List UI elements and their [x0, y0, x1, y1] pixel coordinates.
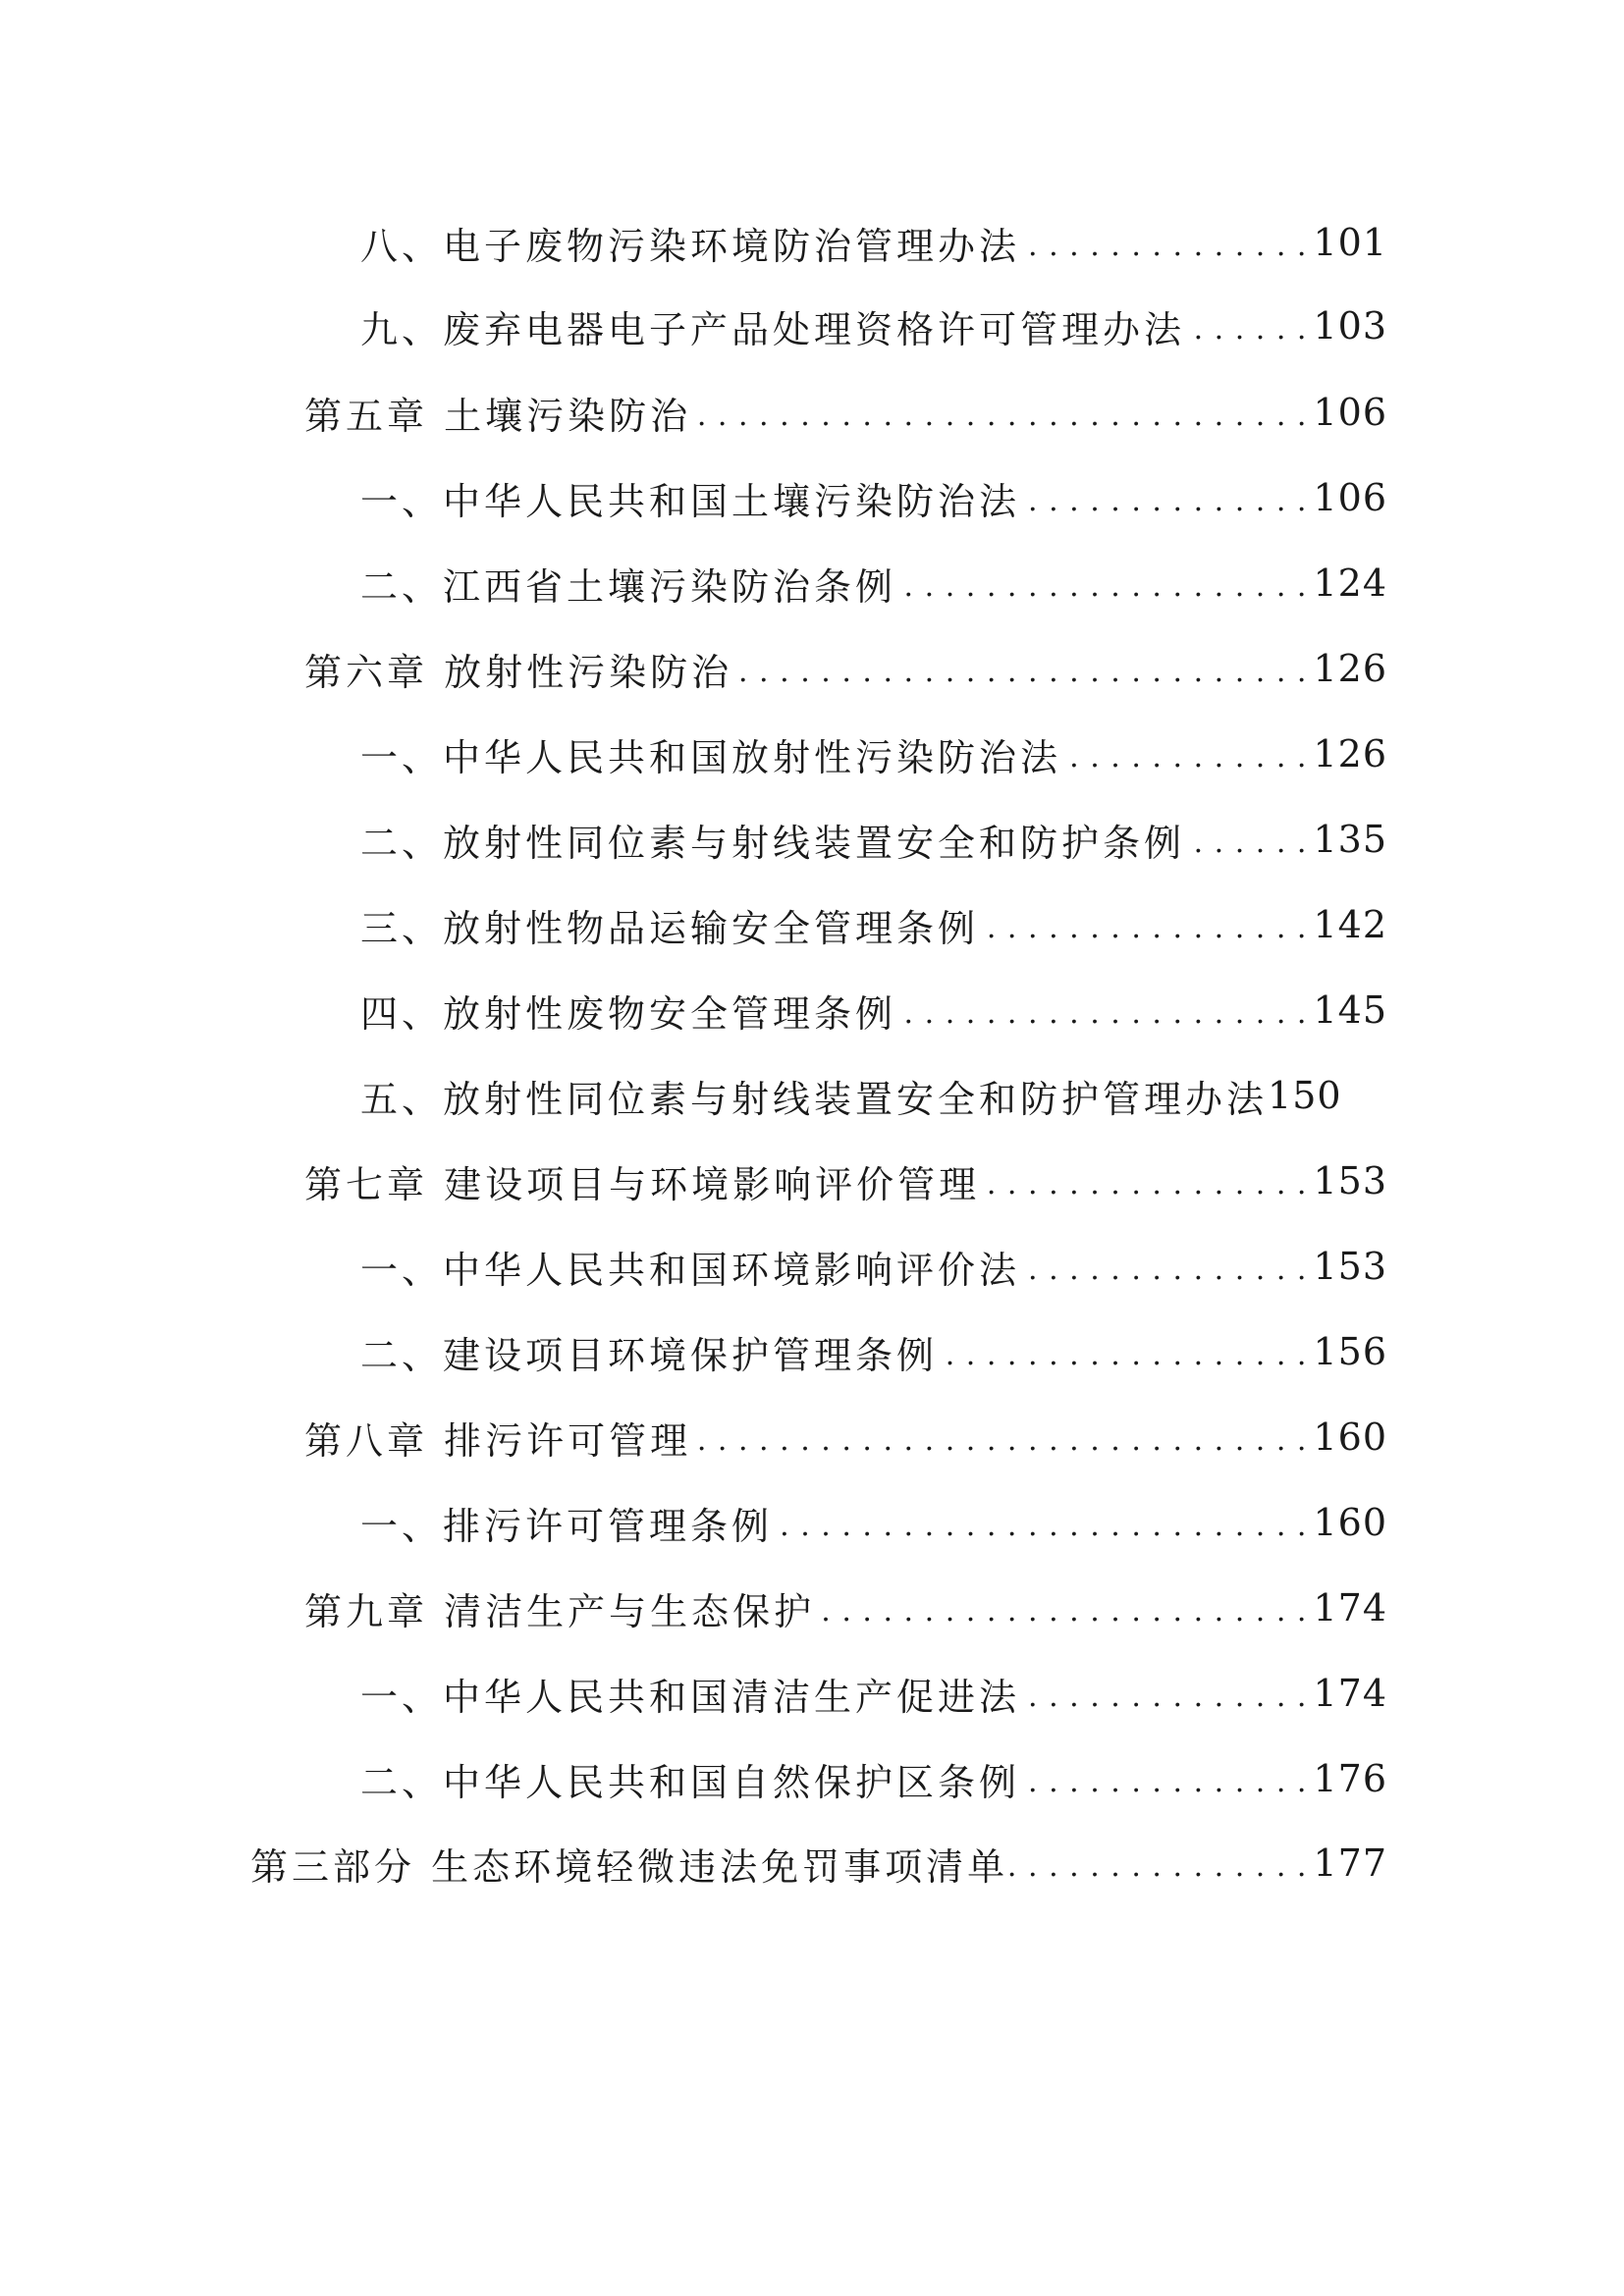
toc-dot-leader — [1020, 1248, 1313, 1285]
toc-dot-leader — [980, 1162, 1313, 1200]
toc-dot-leader — [691, 1418, 1313, 1456]
toc-page-number: 106 — [1313, 476, 1387, 519]
toc-dot-leader — [896, 564, 1313, 602]
toc-page-number: 156 — [1313, 1330, 1387, 1373]
toc-dot-leader — [732, 650, 1313, 687]
toc-part-title: 第三部分 生态环境轻微违法免罚事项清单 — [250, 1844, 1009, 1889]
toc-entry-title: 一、中华人民共和国清洁生产促进法 — [360, 1675, 1021, 1719]
toc-page-number: 103 — [1313, 304, 1387, 347]
toc-page-number: 153 — [1313, 1159, 1387, 1202]
toc-dot-leader — [1061, 735, 1313, 773]
toc-dot-leader — [938, 1333, 1313, 1370]
toc-chapter-entry[interactable] — [304, 383, 1387, 442]
toc-entry-title: 九、废弃电器电子产品处理资格许可管理办法 — [360, 307, 1186, 351]
toc-entry[interactable] — [360, 213, 1387, 272]
toc-chapter-entry[interactable] — [304, 1151, 1387, 1210]
toc-page-number: 135 — [1313, 818, 1387, 861]
toc-dot-leader — [815, 1589, 1313, 1627]
toc-chapter-title: 第八章 排污许可管理 — [304, 1418, 692, 1463]
toc-dot-leader — [1020, 224, 1313, 261]
toc-dot-leader — [773, 1504, 1313, 1541]
toc-part-entry[interactable] — [250, 1834, 1387, 1893]
toc-page-number: 177 — [1313, 1842, 1387, 1885]
toc-page-number: 153 — [1313, 1245, 1387, 1288]
toc-entry[interactable] — [360, 468, 1387, 527]
toc-entry-title: 八、电子废物污染环境防治管理办法 — [360, 224, 1021, 268]
toc-dot-leader — [1020, 1675, 1313, 1712]
toc-page-number: 145 — [1313, 988, 1387, 1032]
toc-entry-title: 二、中华人民共和国自然保护区条例 — [360, 1760, 1021, 1804]
toc-chapter-entry[interactable] — [304, 1578, 1387, 1637]
toc-entry-title: 二、江西省土壤污染防治条例 — [360, 564, 897, 609]
toc-entry[interactable] — [360, 810, 1387, 869]
toc-page-number: 160 — [1313, 1501, 1387, 1544]
toc-chapter-entry[interactable] — [304, 639, 1387, 698]
toc-entry[interactable] — [360, 895, 1387, 954]
toc-chapter-title: 第九章 清洁生产与生态保护 — [304, 1589, 816, 1633]
toc-entry[interactable] — [360, 1664, 1387, 1723]
toc-dot-leader — [1020, 1760, 1313, 1797]
toc-entry-title: 二、放射性同位素与射线装置安全和防护条例 — [360, 821, 1186, 865]
toc-dot-leader — [691, 394, 1313, 431]
toc-entry-title: 四、放射性废物安全管理条例 — [360, 991, 897, 1036]
toc-entry-title: 一、中华人民共和国环境影响评价法 — [360, 1248, 1021, 1292]
toc-chapter-title: 第七章 建设项目与环境影响评价管理 — [304, 1162, 981, 1206]
toc-page-number: 150 — [1268, 1074, 1342, 1117]
toc-entry[interactable] — [360, 1322, 1387, 1381]
toc-entry-title: 二、建设项目环境保护管理条例 — [360, 1333, 939, 1377]
toc-dot-leader — [1008, 1844, 1313, 1882]
toc-entry[interactable] — [360, 554, 1387, 613]
toc-entry-title: 三、放射性物品运输安全管理条例 — [360, 906, 980, 950]
toc-page-number: 101 — [1313, 221, 1387, 264]
toc-dot-leader — [979, 906, 1313, 943]
toc-entry[interactable] — [360, 1237, 1387, 1296]
toc-page-number: 126 — [1313, 732, 1387, 775]
toc-chapter-title: 第五章 土壤污染防治 — [304, 394, 692, 438]
toc-dot-leader — [896, 991, 1313, 1029]
toc-page-number: 124 — [1313, 561, 1387, 605]
toc-entry[interactable] — [360, 1493, 1387, 1552]
toc-page-number: 142 — [1313, 903, 1387, 946]
toc-page-number: 126 — [1313, 647, 1387, 690]
toc-chapter-title: 第六章 放射性污染防治 — [304, 650, 733, 694]
toc-dot-leader — [1185, 821, 1313, 858]
toc-page-number: 176 — [1313, 1757, 1387, 1800]
toc-chapter-entry[interactable] — [304, 1408, 1387, 1467]
toc-page-number: 174 — [1313, 1672, 1387, 1715]
toc-entry[interactable] — [360, 1749, 1387, 1808]
toc-entry[interactable] — [360, 724, 1387, 783]
toc-page-number: 174 — [1313, 1586, 1387, 1629]
toc-entry-title: 一、中华人民共和国土壤污染防治法 — [360, 479, 1021, 523]
toc-entry-title: 五、放射性同位素与射线装置安全和防护管理办法 — [360, 1077, 1269, 1121]
toc-entry-title: 一、中华人民共和国放射性污染防治法 — [360, 735, 1062, 779]
toc-page-number: 106 — [1313, 391, 1387, 434]
toc-dot-leader — [1020, 479, 1313, 516]
toc-page-number: 160 — [1313, 1415, 1387, 1459]
toc-entry[interactable] — [360, 296, 1387, 355]
toc-entry-title: 一、排污许可管理条例 — [360, 1504, 774, 1548]
toc-entry[interactable] — [360, 981, 1387, 1040]
toc-dot-leader — [1185, 307, 1313, 345]
toc-entry[interactable] — [360, 1066, 1387, 1125]
